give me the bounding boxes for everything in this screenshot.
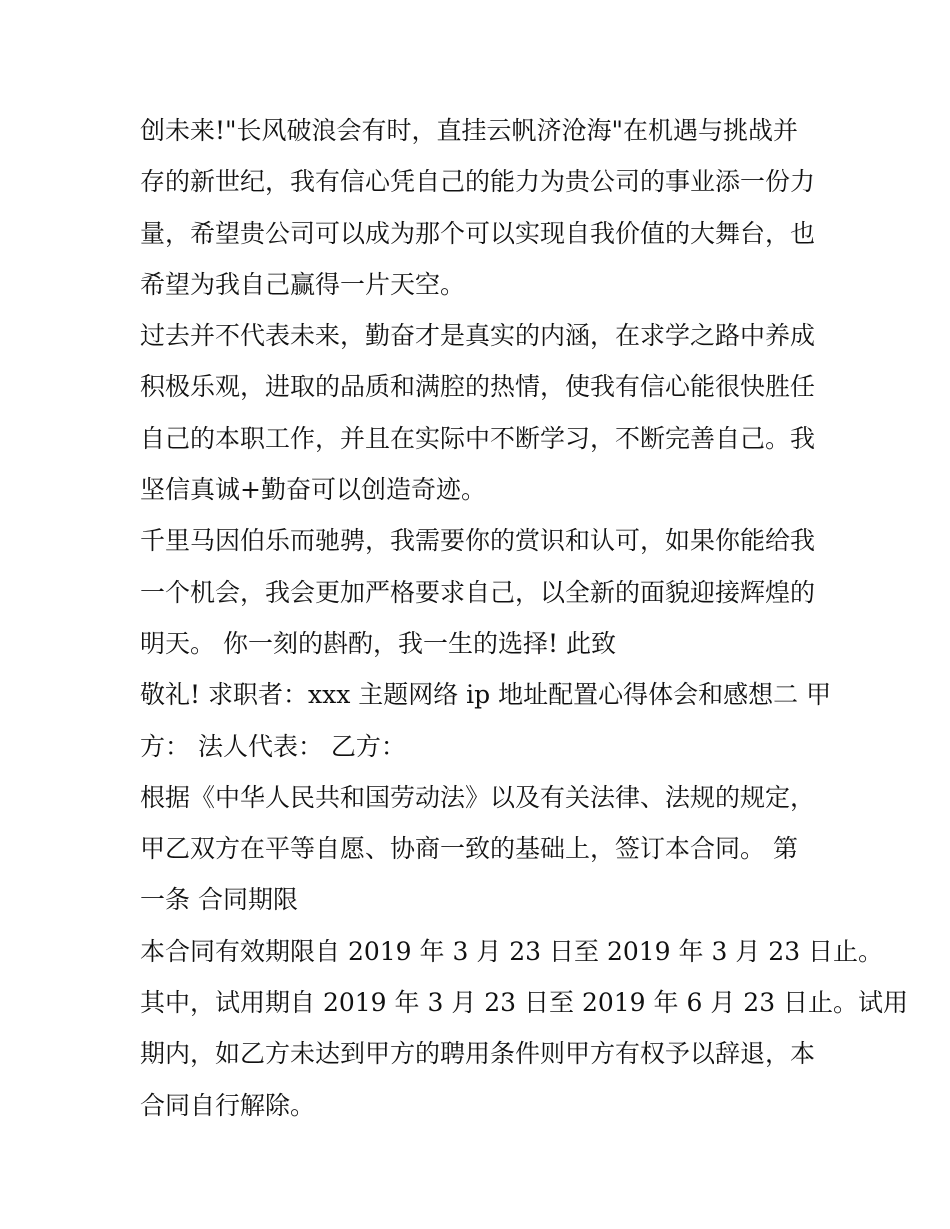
text-line: 量，希望贵公司可以成为那个可以实现自我价值的大舞台，也: [140, 218, 816, 248]
text-line: 合同自行解除。: [140, 1090, 316, 1120]
text-line: 其中，试用期自 2019 年 3 月 23 日至 2019 年 6 月 23 日止。试用: [140, 988, 909, 1018]
text-line: 坚信真诚+勤奋可以创造奇迹。: [140, 475, 486, 505]
text-line: 希望为我自己赢得一片天空。: [140, 269, 466, 299]
text-line: 创未来!"长风破浪会有时，直挂云帆济沧海"在机遇与挑战并: [140, 116, 799, 145]
text-line: 本合同有效期限自 2019 年 3 月 23 日至 2019 年 3 月 23 日止。: [140, 936, 884, 966]
text-line: 一个机会，我会更加严格要求自己，以全新的面貌迎接辉煌的: [140, 577, 816, 607]
text-line: 过去并不代表未来，勤奋才是真实的内涵，在求学之路中养成: [140, 321, 816, 351]
text-line: 根据《中华人民共和国劳动法》以及有关法律、法规的规定，: [140, 782, 816, 812]
text-line: 自己的本职工作，并且在实际中不断学习，不断完善自己。我: [140, 423, 816, 453]
document-body: [140, 105, 909, 1131]
text-line: 千里马因伯乐而驰骋，我需要你的赏识和认可，如果你能给我: [140, 526, 816, 556]
text-line: 积极乐观，进取的品质和满腔的热情，使我有信心能很快胜任: [140, 372, 816, 402]
text-line: 甲乙双方在平等自愿、协商一致的基础上，签订本合同。 第: [140, 834, 798, 864]
text-line: 明天。 你一刻的斟酌，我一生的选择! 此致: [140, 628, 616, 658]
text-line: 存的新世纪，我有信心凭自己的能力为贵公司的事业添一份力: [140, 167, 816, 197]
text-line: 一条 合同期限: [140, 885, 298, 915]
text-line: 方： 法人代表： 乙方：: [140, 731, 406, 761]
text-line: 期内，如乙方未达到甲方的聘用条件则甲方有权予以辞退，本: [140, 1039, 816, 1069]
text-line: 敬礼! 求职者：xxx 主题网络 ip 地址配置心得体会和感想二 甲: [140, 680, 832, 710]
